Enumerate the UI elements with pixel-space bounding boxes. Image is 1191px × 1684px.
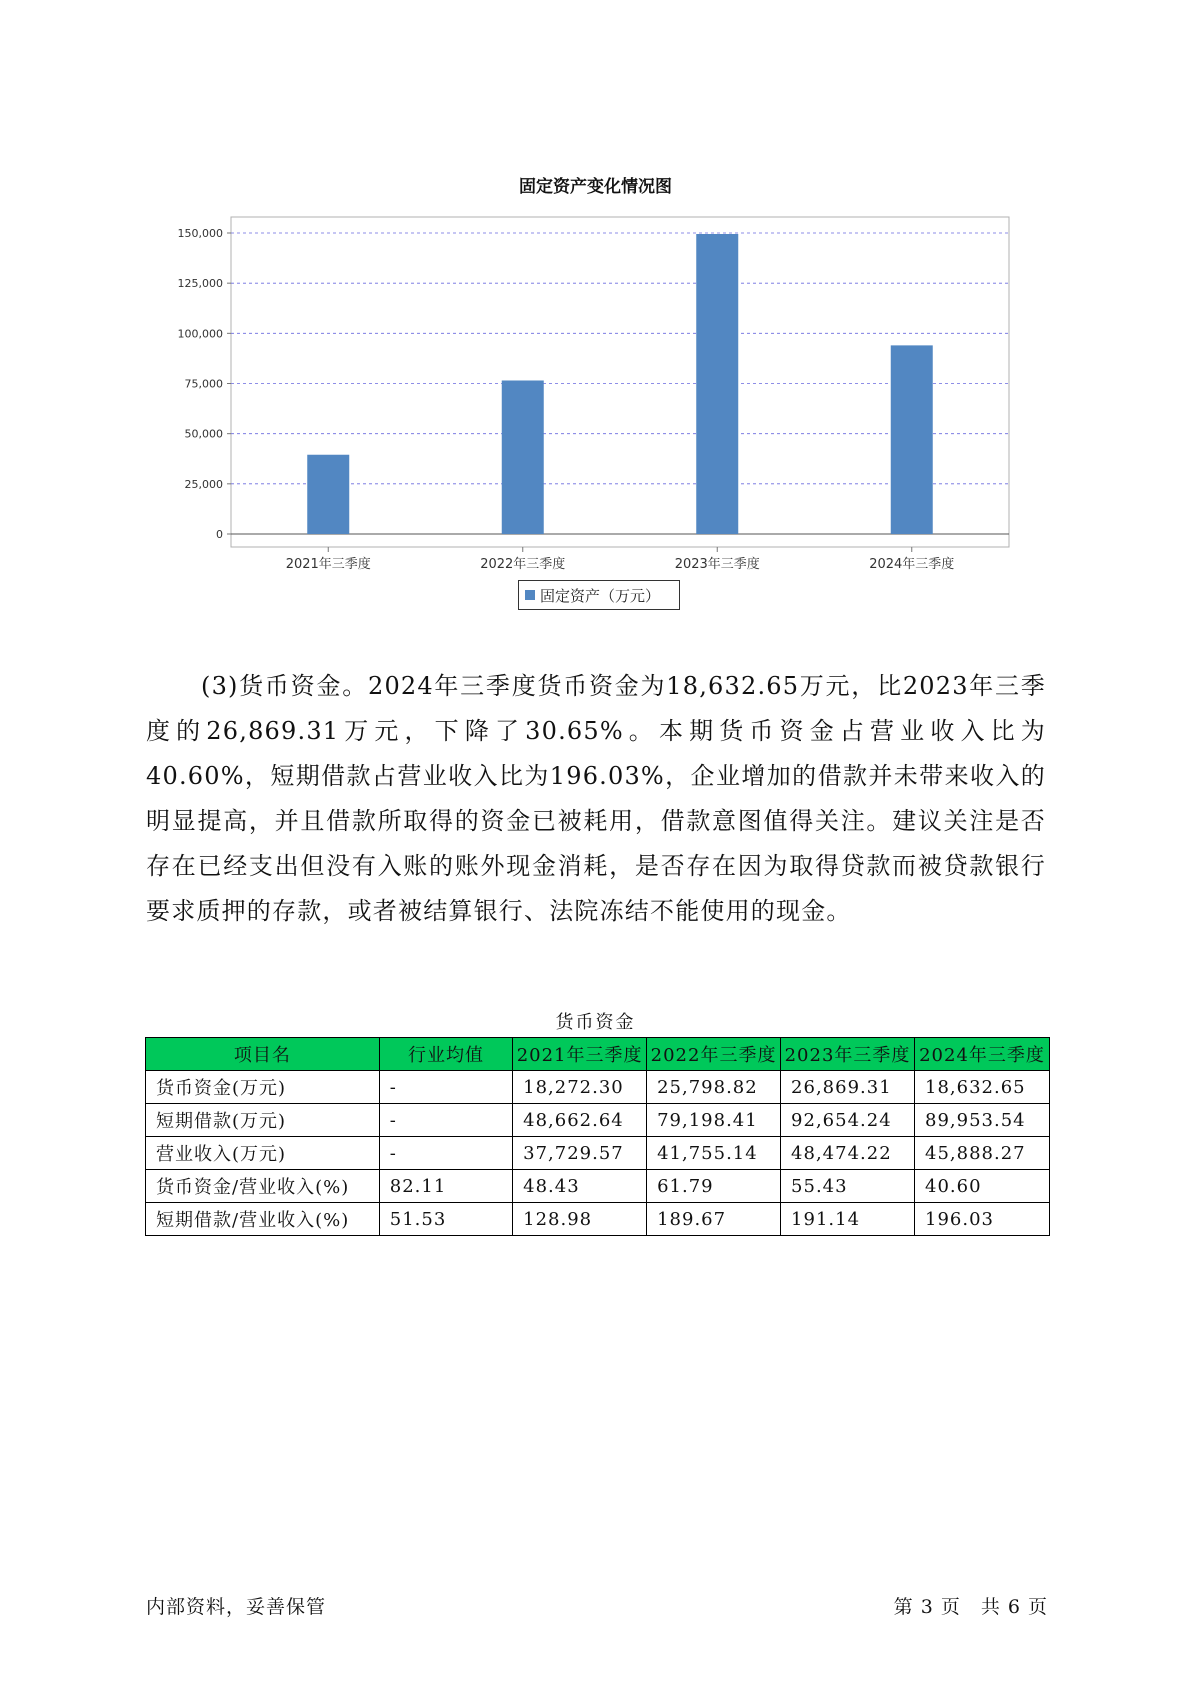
y-tick-label: 125,000 bbox=[177, 277, 223, 291]
chart-bar bbox=[502, 380, 544, 534]
table-cell: 48,474.22 bbox=[781, 1137, 915, 1170]
table-row bbox=[146, 1137, 1050, 1170]
x-tick-label: 2024年三季度 bbox=[869, 557, 955, 572]
table-cell: 41,755.14 bbox=[647, 1137, 781, 1170]
table-cell: 短期借款/营业收入(%) bbox=[146, 1203, 380, 1236]
table-cell: 61.79 bbox=[647, 1170, 781, 1203]
footer-confidential-note: 内部资料，妥善保管 bbox=[146, 1596, 327, 1618]
header-2021q3: 2021年三季度 bbox=[513, 1038, 647, 1071]
table-cell: 89,953.54 bbox=[915, 1104, 1050, 1137]
y-tick-label: 100,000 bbox=[177, 327, 223, 341]
chart-bar bbox=[307, 455, 349, 534]
table-cell: 45,888.27 bbox=[915, 1137, 1050, 1170]
table-cell: - bbox=[379, 1071, 512, 1104]
y-tick-label: 150,000 bbox=[177, 227, 223, 240]
x-tick-label: 2023年三季度 bbox=[674, 557, 760, 572]
table-row bbox=[146, 1170, 1050, 1203]
table-row bbox=[146, 1104, 1050, 1137]
table-cell: 92,654.24 bbox=[781, 1104, 915, 1137]
table-cell: - bbox=[379, 1137, 512, 1170]
table-cell: 短期借款(万元) bbox=[146, 1104, 380, 1137]
table-cell: 196.03 bbox=[915, 1203, 1050, 1236]
table-cell: 82.11 bbox=[379, 1170, 512, 1203]
chart-legend bbox=[518, 580, 680, 610]
chart-bar bbox=[696, 234, 738, 534]
x-tick-label: 2022年三季度 bbox=[480, 557, 566, 572]
y-tick-label: 75,000 bbox=[184, 377, 223, 391]
chart-bar bbox=[891, 345, 933, 534]
legend-label: 固定资产（万元） bbox=[540, 586, 661, 605]
table-cell: 189.67 bbox=[647, 1203, 781, 1236]
y-tick-label: 25,000 bbox=[184, 477, 223, 491]
header-2024q3: 2024年三季度 bbox=[915, 1038, 1050, 1071]
footer-page-number: 第 3 页 共 6 页 bbox=[893, 1596, 1048, 1618]
table-cell: 25,798.82 bbox=[647, 1071, 781, 1104]
table-cell: 48,662.64 bbox=[513, 1104, 647, 1137]
legend-swatch bbox=[525, 590, 535, 600]
x-tick-label: 2021年三季度 bbox=[285, 557, 371, 572]
table-cell: 18,632.65 bbox=[915, 1071, 1050, 1104]
table-cell: 55.43 bbox=[781, 1170, 915, 1203]
monetary-funds-paragraph: (3)货币资金。2024年三季度货币资金为18,632.65万元，比2023年三季度的26,869.31万元，下降了30.65%。本期货币资金占营业收入比为40.60%，短期借款占营业收入比为196.03%，企业增加的借款并未带来收入的明显提高，并且借款所取得的资金已被耗用，借款意图值得关注。建议关注是否存在已经支出但没有入账的账外现金消耗，是否存在因为取得贷款而被贷款银行要求质押的存款，或者被结算银行、法院冻结不能使用的现金。 bbox=[146, 672, 1046, 925]
table-row bbox=[146, 1071, 1050, 1104]
table-cell: 37,729.57 bbox=[513, 1137, 647, 1170]
header-2023q3: 2023年三季度 bbox=[781, 1038, 915, 1071]
table-cell: 40.60 bbox=[915, 1170, 1050, 1203]
fixed-assets-bar-chart bbox=[0, 0, 1191, 620]
chart-title: 固定资产变化情况图 bbox=[519, 177, 672, 197]
table-cell: 26,869.31 bbox=[781, 1071, 915, 1104]
table-caption: 货币资金 bbox=[555, 1012, 636, 1033]
y-tick-label: 50,000 bbox=[184, 427, 223, 441]
monetary-funds-table bbox=[145, 1037, 1050, 1236]
table-cell: 营业收入(万元) bbox=[146, 1137, 380, 1170]
table-cell: 191.14 bbox=[781, 1203, 915, 1236]
table-header-row bbox=[146, 1038, 1050, 1071]
table-cell: 79,198.41 bbox=[647, 1104, 781, 1137]
table-cell: 货币资金/营业收入(%) bbox=[146, 1170, 380, 1203]
table-cell: 18,272.30 bbox=[513, 1071, 647, 1104]
table-cell: 48.43 bbox=[513, 1170, 647, 1203]
table-cell: 货币资金(万元) bbox=[146, 1071, 380, 1104]
table-cell: 128.98 bbox=[513, 1203, 647, 1236]
y-tick-label: 0 bbox=[216, 528, 223, 541]
header-item-name: 项目名 bbox=[146, 1038, 380, 1071]
table-row bbox=[146, 1203, 1050, 1236]
header-industry-average: 行业均值 bbox=[379, 1038, 512, 1071]
table-cell: - bbox=[379, 1104, 512, 1137]
table-cell: 51.53 bbox=[379, 1203, 512, 1236]
header-2022q3: 2022年三季度 bbox=[647, 1038, 781, 1071]
